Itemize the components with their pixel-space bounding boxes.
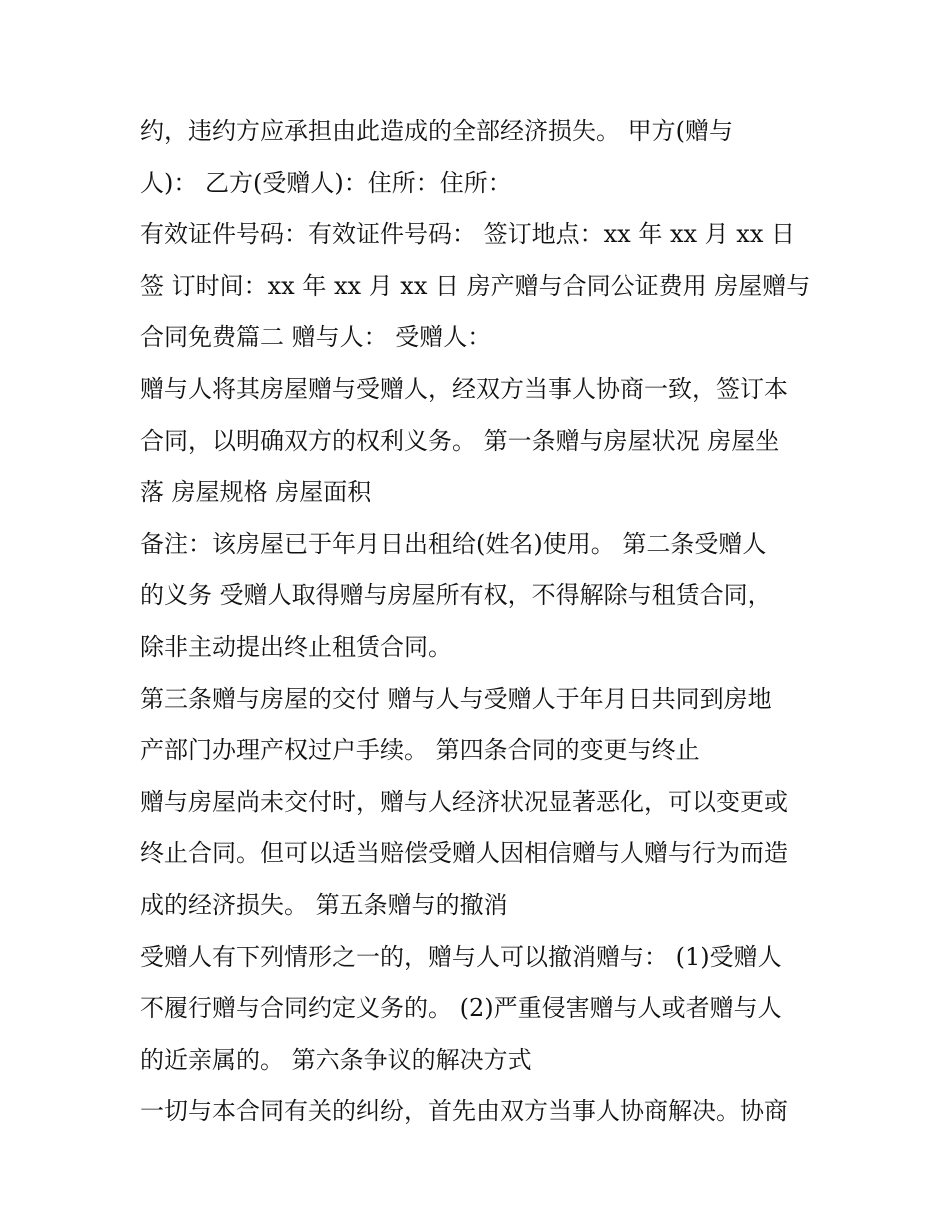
document-body xyxy=(140,106,840,1138)
text-line: 第三条赠与房屋的交付 赠与人与受赠人于年月日共同到房地 xyxy=(140,684,772,713)
text-line: 赠与人将其房屋赠与受赠人，经双方当事人协商一致，签订本 xyxy=(140,374,788,403)
text-line: 备注：该房屋已于年月日出租给(姓名)使用。 第二条受赠人 xyxy=(140,529,767,558)
text-line: 不履行赠与合同约定义务的。 (2)严重侵害赠与人或者赠与人 xyxy=(140,994,782,1023)
text-line: 一切与本合同有关的纠纷，首先由双方当事人协商解决。协商 xyxy=(140,1097,788,1126)
text-line: 产部门办理产权过户手续。 第四条合同的变更与终止 xyxy=(140,736,700,765)
text-line: 约，违约方应承担由此造成的全部经济损失。 甲方(赠与 xyxy=(140,117,733,145)
text-line: 的义务 受赠人取得赠与房屋所有权，不得解除与租赁合同， xyxy=(140,581,772,610)
text-line: 受赠人有下列情形之一的，赠与人可以撤消赠与： (1)受赠人 xyxy=(140,942,782,971)
text-line: 有效证件号码：有效证件号码： 签订地点：xx 年 xx 月 xx 日 xyxy=(140,220,795,249)
text-line: 的近亲属的。 第六条争议的解决方式 xyxy=(140,1045,532,1074)
text-line: 成的经济损失。 第五条赠与的撤消 xyxy=(140,890,508,919)
text-line: 签 订时间：xx 年 xx 月 xx 日 房产赠与合同公证费用 房屋赠与 xyxy=(140,271,811,300)
text-line: 合同，以明确双方的权利义务。 第一条赠与房屋状况 房屋坐 xyxy=(140,426,780,455)
text-line: 终止合同。但可以适当赔偿受赠人因相信赠与人赠与行为而造 xyxy=(140,839,788,868)
text-line: 人)： 乙方(受赠人)：住所：住所： xyxy=(140,168,512,197)
text-line: 除非主动提出终止租赁合同。 xyxy=(140,632,452,661)
text-line: 落 房屋规格 房屋面积 xyxy=(140,478,372,507)
text-line: 合同免费篇二 赠与人： 受赠人： xyxy=(140,323,492,352)
text-line: 赠与房屋尚未交付时，赠与人经济状况显著恶化，可以变更或 xyxy=(140,787,788,816)
